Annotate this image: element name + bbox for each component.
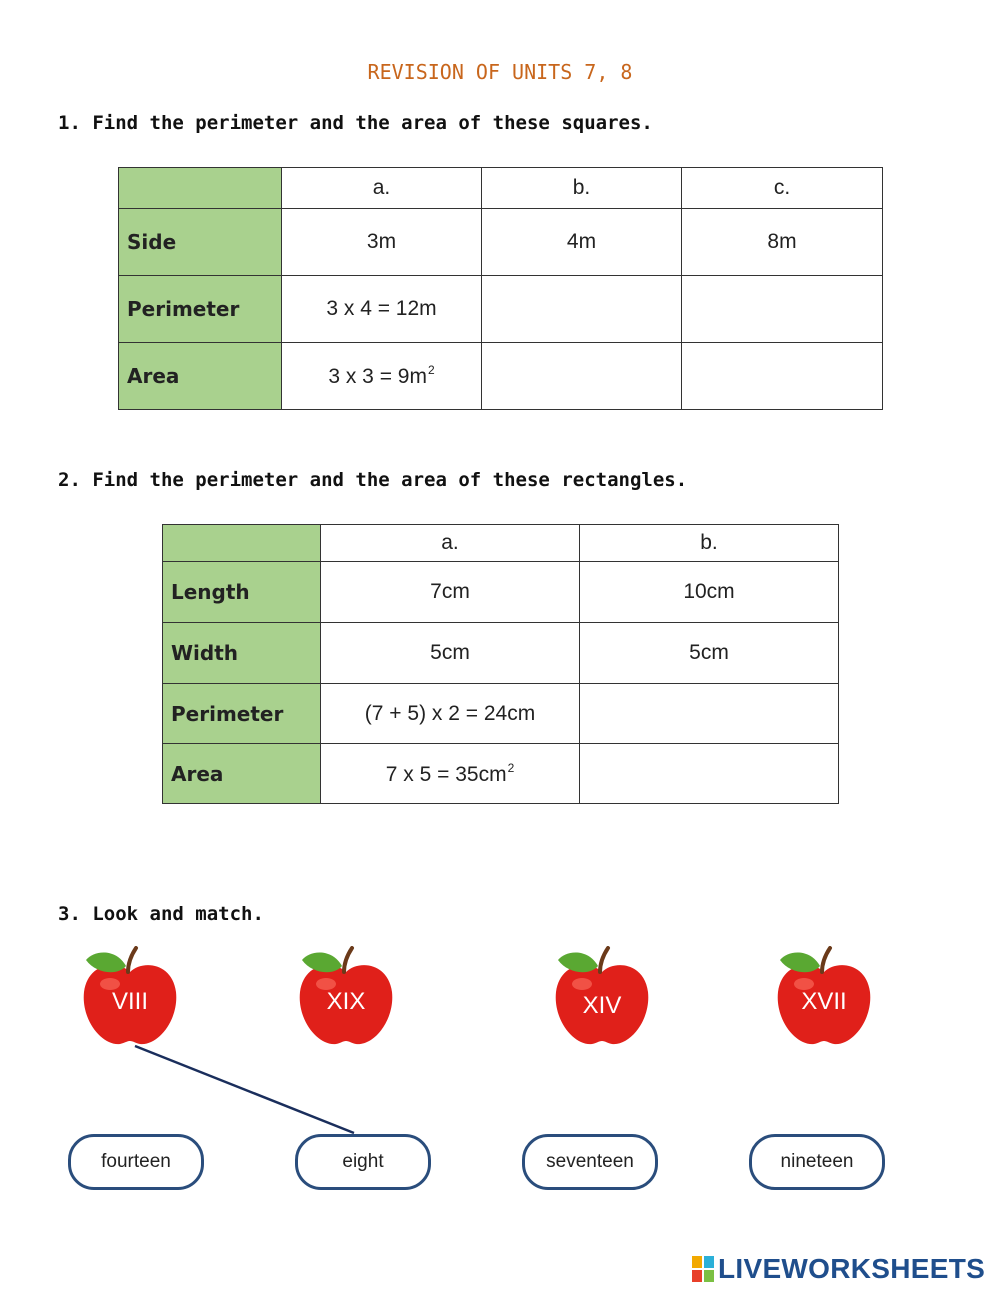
table-cell: 8m — [682, 209, 883, 276]
table-cell: 5cm — [580, 623, 839, 684]
word-option-eight[interactable]: eight — [295, 1134, 431, 1190]
liveworksheets-logo — [692, 1254, 985, 1284]
col-header: a. — [321, 525, 580, 562]
table-cell: 5cm — [321, 623, 580, 684]
question-1-prompt: 1. Find the perimeter and the area of these squares. — [58, 112, 653, 134]
row-header-length: Length — [163, 562, 321, 623]
row-header-side: Side — [119, 209, 282, 276]
col-header: c. — [682, 168, 883, 209]
apple-card[interactable] — [552, 946, 652, 1046]
row-header-perimeter: Perimeter — [119, 276, 282, 343]
roman-numeral-label: VIII — [111, 988, 148, 1015]
area-value: 3 x 3 = 9m — [328, 365, 427, 388]
table-cell: 4m — [482, 209, 682, 276]
apple-card[interactable] — [296, 946, 396, 1046]
page-title: REVISION OF UNITS 7, 8 — [367, 60, 633, 84]
match-line — [135, 1046, 354, 1133]
row-header-area: Area — [119, 343, 282, 410]
apple-card[interactable] — [80, 946, 180, 1046]
row-header-width: Width — [163, 623, 321, 684]
apple-card[interactable] — [774, 946, 874, 1046]
table-cell: (7 + 5) x 2 = 24cm — [321, 684, 580, 744]
row-header-area: Area — [163, 744, 321, 804]
row-header-perimeter: Perimeter — [163, 684, 321, 744]
question-3-prompt: 3. Look and match. — [58, 903, 264, 925]
table-cell: 10cm — [580, 562, 839, 623]
logo-badge-icon — [692, 1256, 714, 1282]
col-header: b. — [580, 525, 839, 562]
roman-numeral-label: XVII — [801, 988, 847, 1015]
word-option-nineteen[interactable]: nineteen — [749, 1134, 885, 1190]
squared-superscript: 2 — [507, 760, 515, 775]
word-option-fourteen[interactable]: fourteen — [68, 1134, 204, 1190]
roman-numeral-label: XIX — [326, 988, 366, 1015]
area-value: 7 x 5 = 35cm — [385, 762, 507, 786]
table-cell: 3m — [282, 209, 482, 276]
table-cell: 3 x 4 = 12m — [282, 276, 482, 343]
col-header: a. — [282, 168, 482, 209]
word-option-seventeen[interactable]: seventeen — [522, 1134, 658, 1190]
question-2-prompt: 2. Find the perimeter and the area of these rectangles. — [58, 469, 688, 491]
squared-superscript: 2 — [427, 363, 435, 377]
table-cell: 7cm — [321, 562, 580, 623]
roman-numeral-label: XIV — [582, 992, 622, 1019]
logo-wordmark: LIVEWORKSHEETS — [718, 1253, 986, 1284]
col-header: b. — [482, 168, 682, 209]
